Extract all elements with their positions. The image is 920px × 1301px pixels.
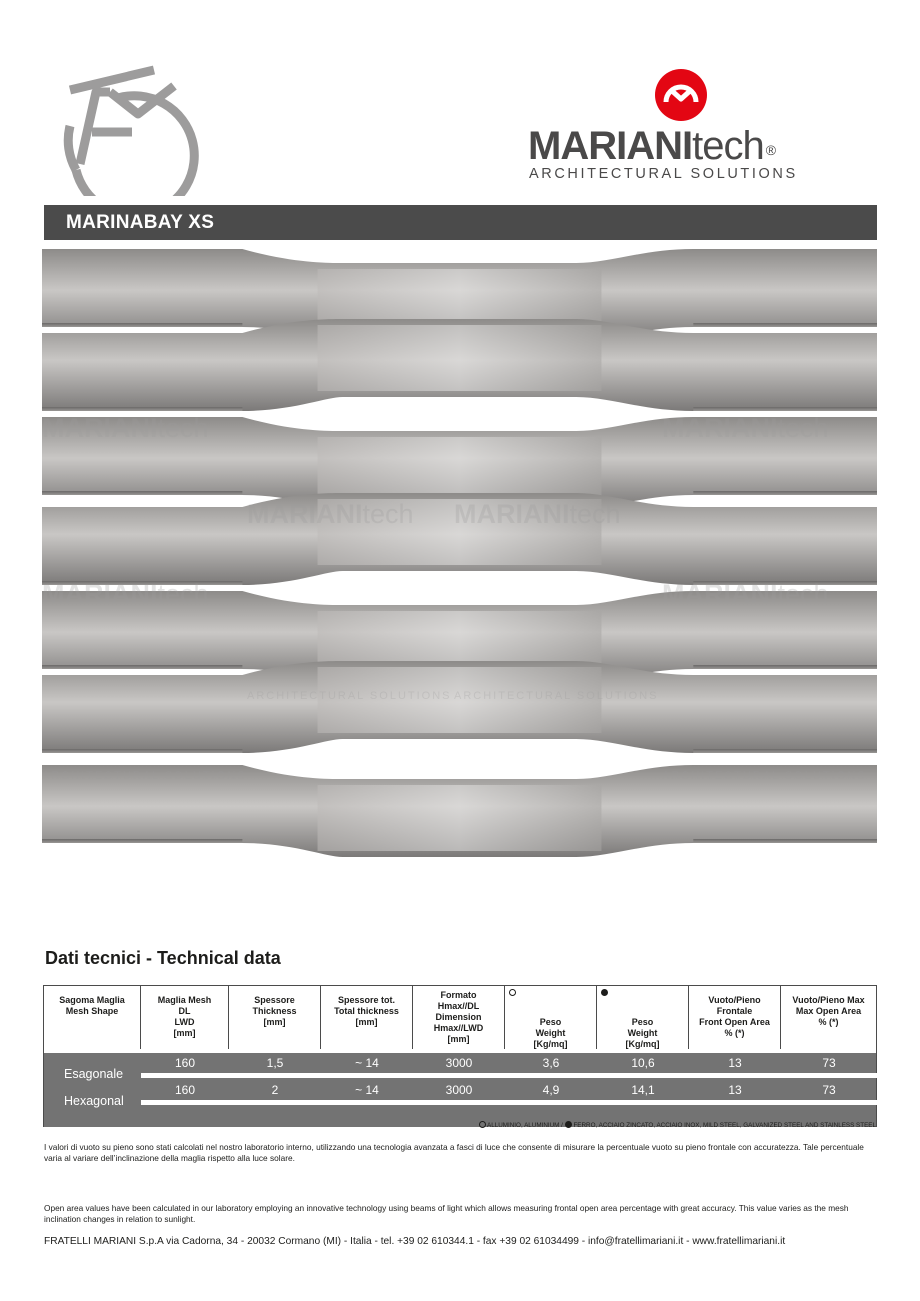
note-italian: I valori di vuoto su pieno sono stati calcolati nel nostro laboratorio interno, utilizzando una tecnologia avanzata a fasci di luce che consente di misurare la percentuale vuoto su pieno frontale con accuratezza. Tale percentuale varia al variare dell’inclinazione della maglia rispetto alla luce solare.: [44, 1142, 864, 1163]
watermark-brand: MARIANItech: [662, 413, 829, 443]
shape-italian: Esagonale: [64, 1067, 124, 1081]
cell-thickness: 1,5: [266, 1056, 284, 1070]
watermark-tagline: ARCHITECTURAL SOLUTIONS: [247, 690, 452, 702]
brand-name-light: tech: [692, 124, 764, 168]
watermark-brand: MARIANItech: [42, 579, 209, 609]
cell-weight-aluminium: 3,6: [542, 1056, 560, 1070]
mesh-edge: [42, 665, 242, 669]
product-title: MARINABAY XS: [66, 212, 215, 233]
header-thickness: Spessore Thickness [mm]: [229, 986, 321, 1049]
cell-weight-aluminium: 4,9: [542, 1083, 560, 1097]
header-weight-steel: [597, 986, 689, 1049]
registered-mark: ®: [765, 142, 777, 158]
mesh-edge: [693, 749, 877, 753]
brand-name-bold: MARIANI: [528, 124, 693, 168]
material-legend: [44, 1121, 876, 1129]
table-row: [44, 1053, 876, 1073]
row-separator: [141, 1073, 877, 1078]
legend-steel: FERRO, ACCIAIO ZINCATO, ACCIAIO INOX, MILD STEEL, GALVANIZED STEEL AND STAINLESS STEEL: [573, 1122, 876, 1129]
cell-thickness: 2: [271, 1083, 279, 1097]
fm-monogram-icon: [58, 62, 206, 196]
brand-name: [528, 124, 776, 168]
watermark-tagline: ARCHITECTURAL SOLUTIONS: [42, 770, 247, 782]
cell-weight-steel: 14,1: [631, 1083, 655, 1097]
header-weight-steel-label: Peso Weight [Kg/mq]: [625, 1017, 660, 1049]
cell-mesh: 160: [174, 1083, 196, 1097]
header-total-thickness: Spessore tot. Total thickness [mm]: [321, 986, 413, 1049]
mesh-edge: [42, 839, 242, 843]
technical-data-heading: Dati tecnici - Technical data: [45, 948, 281, 968]
mesh-edge: [693, 839, 877, 843]
mesh-bond: [318, 785, 602, 851]
watermark-brand: MARIANItech: [454, 499, 621, 529]
header-max-open-area: Vuoto/Pieno Max Max Open Area % (*): [781, 986, 877, 1049]
header-weight-aluminium: [505, 986, 597, 1049]
mesh-edge: [42, 491, 242, 495]
cell-front-open-area: 13: [728, 1056, 742, 1070]
legend-aluminium: ALLUMINIO, ALUMINIUM /: [487, 1122, 563, 1129]
watermark-brand: MARIANItech: [42, 413, 209, 443]
watermark-brand: MARIANItech: [247, 499, 414, 529]
mariani-emblem-icon: [654, 68, 708, 122]
header-front-open-area: Vuoto/Pieno Frontale Front Open Area % (*): [689, 986, 781, 1049]
mesh-edge: [693, 323, 877, 327]
product-title-bar: [44, 205, 877, 240]
watermark-tagline: ARCHITECTURAL SOLUTIONS: [454, 690, 659, 702]
header-mesh-shape: Sagoma Maglia Mesh Shape: [44, 986, 141, 1049]
cell-front-open-area: 13: [728, 1083, 742, 1097]
steel-dot-icon: [565, 1121, 572, 1128]
cell-total-thickness: ~ 14: [355, 1056, 379, 1070]
brand-logo: [528, 68, 858, 188]
cell-max-open-area: 73: [822, 1083, 836, 1097]
table-row: [44, 1080, 876, 1100]
shape-english: Hexagonal: [64, 1094, 124, 1108]
cell-dimension: 3000: [445, 1056, 473, 1070]
company-footer: FRATELLI MARIANI S.p.A via Cadorna, 34 - 20032 Cormano (MI) - Italia - tel. +39 02 610344.1 - fax +39 02 61034499 - info@fratellimariani.it - www.fratellimariani.it: [44, 1236, 786, 1247]
technical-data-table: [43, 985, 877, 1127]
watermark-tagline: ARCHITECTURAL SOLUTIONS: [662, 770, 867, 782]
mesh-edge: [693, 665, 877, 669]
cell-total-thickness: ~ 14: [355, 1083, 379, 1097]
brand-tagline: ARCHITECTURAL SOLUTIONS: [529, 166, 798, 182]
steel-dot-icon: [601, 989, 608, 996]
header-dimension: Formato Hmax//DL Dimension Hmax//LWD [mm]: [413, 986, 505, 1049]
header-weight-aluminium-label: Peso Weight [Kg/mq]: [533, 1017, 568, 1049]
note-english: Open area values have been calculated in our laboratory employing an innovative technology using beams of light which allows measuring frontal open area percentage with great accuracy. This value varies as the mesh inclination changes in relation to sunlight.: [44, 1203, 849, 1224]
mesh-edge: [693, 407, 877, 411]
expanded-metal-mesh-photo: [42, 241, 877, 870]
mesh-edge: [42, 749, 242, 753]
header-mesh-size: Maglia Mesh DL LWD [mm]: [141, 986, 229, 1049]
row-separator: [141, 1100, 877, 1105]
cell-mesh: 160: [174, 1056, 196, 1070]
cell-dimension: 3000: [445, 1083, 473, 1097]
mesh-bond: [318, 325, 602, 391]
cell-weight-steel: 10,6: [631, 1056, 655, 1070]
watermark-brand: MARIANItech: [662, 579, 829, 609]
mesh-edge: [42, 407, 242, 411]
mesh-edge: [693, 491, 877, 495]
mesh-edge: [42, 323, 242, 327]
aluminium-dot-icon: [509, 989, 516, 996]
cell-max-open-area: 73: [822, 1056, 836, 1070]
aluminium-dot-icon: [479, 1121, 486, 1128]
